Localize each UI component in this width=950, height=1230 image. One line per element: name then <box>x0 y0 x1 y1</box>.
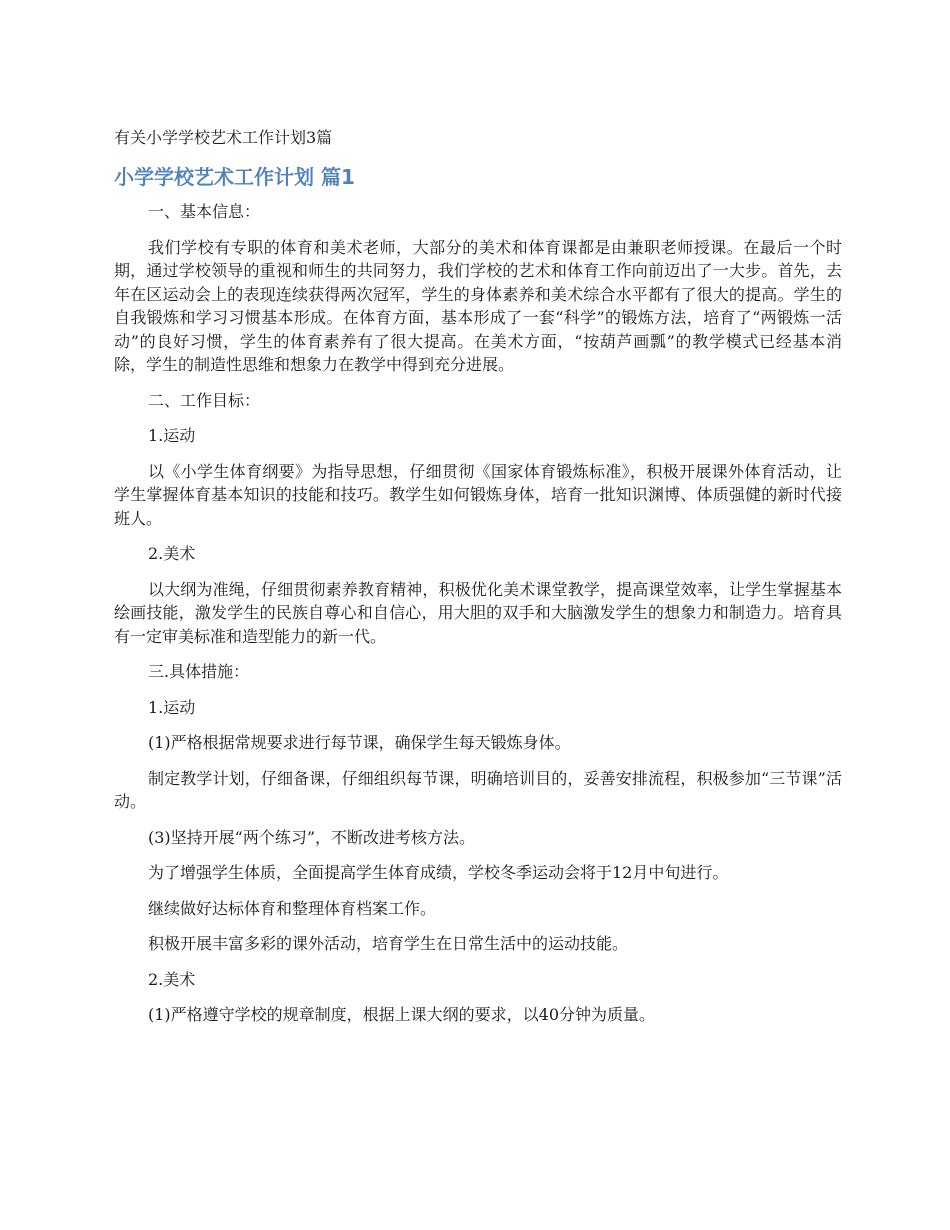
paragraph: 继续做好达标体育和整理体育档案工作。 <box>148 898 437 918</box>
paragraph: 制定教学计划，仔细备课，仔细组织每节课，明确培训目的，妥善安排流程，积极参加“三节课”活动。 <box>114 768 842 811</box>
paragraph: 为了增强学生体质，全面提高学生体育成绩，学校冬季运动会将于12月中旬进行。 <box>148 863 729 882</box>
paragraph: 2.美术 <box>148 969 196 989</box>
paragraph: 以大纲为准绳，仔细贯彻素养教育精神，积极优化美术课堂教学，提高课堂效率，让学生掌握基本绘画技能，激发学生的民族自尊心和自信心，用大胆的双手和大脑激发学生的想象力和制造力。培育具有一定审美标准和造型能力的新一代。 <box>114 579 842 646</box>
document-body <box>114 200 842 1039</box>
document-title: 有关小学学校艺术工作计划3篇 <box>114 128 333 147</box>
paragraph: 我们学校有专职的体育和美术老师，大部分的美术和体育课都是由兼职老师授课。在最后一个时期，通过学校领导的重视和师生的共同努力，我们学校的艺术和体育工作向前迈出了一大步。首先，去年在区运动会上的表现连续获得两次冠军，学生的身体素养和美术综合水平都有了很大的提高。学生的自我锻炼和学习习惯基本形成。在体育方面，基本形成了一套“科学”的锻炼方法，培育了“两锻炼一活动”的良好习惯，学生的体育素养有了很大提高。在美术方面，“按葫芦画瓢”的教学模式已经基本消除，学生的制造性思维和想象力在教学中得到充分进展。 <box>114 237 842 374</box>
paragraph: 三.具体措施： <box>148 662 250 681</box>
section-heading: 小学学校艺术工作计划 篇1 <box>114 165 355 189</box>
paragraph: 一、基本信息： <box>148 202 261 221</box>
paragraph: 积极开展丰富多彩的课外活动，培育学生在日常生活中的运动技能。 <box>148 934 629 953</box>
paragraph: 二、工作目标： <box>148 390 261 410</box>
paragraph: (3)坚持开展“两个练习”，不断改进考核方法。 <box>148 827 476 847</box>
paragraph: 1.运动 <box>148 426 196 445</box>
paragraph: 以《小学生体育纲要》为指导思想，仔细贯彻《国家体育锻炼标准》，积极开展课外体育活动，让学生掌握体育基本知识的技能和技巧。教学生如何锻炼身体，培育一批知识渊博、体质强健的新时代接班人。 <box>114 461 842 528</box>
paragraph: 1.运动 <box>148 697 196 717</box>
paragraph: (1)严格遵守学校的规章制度，根据上课大纲的要求，以40分钟为质量。 <box>148 1005 656 1024</box>
paragraph: (1)严格根据常规要求进行每节课，确保学生每天锻炼身体。 <box>148 733 571 752</box>
paragraph: 2.美术 <box>148 544 196 563</box>
